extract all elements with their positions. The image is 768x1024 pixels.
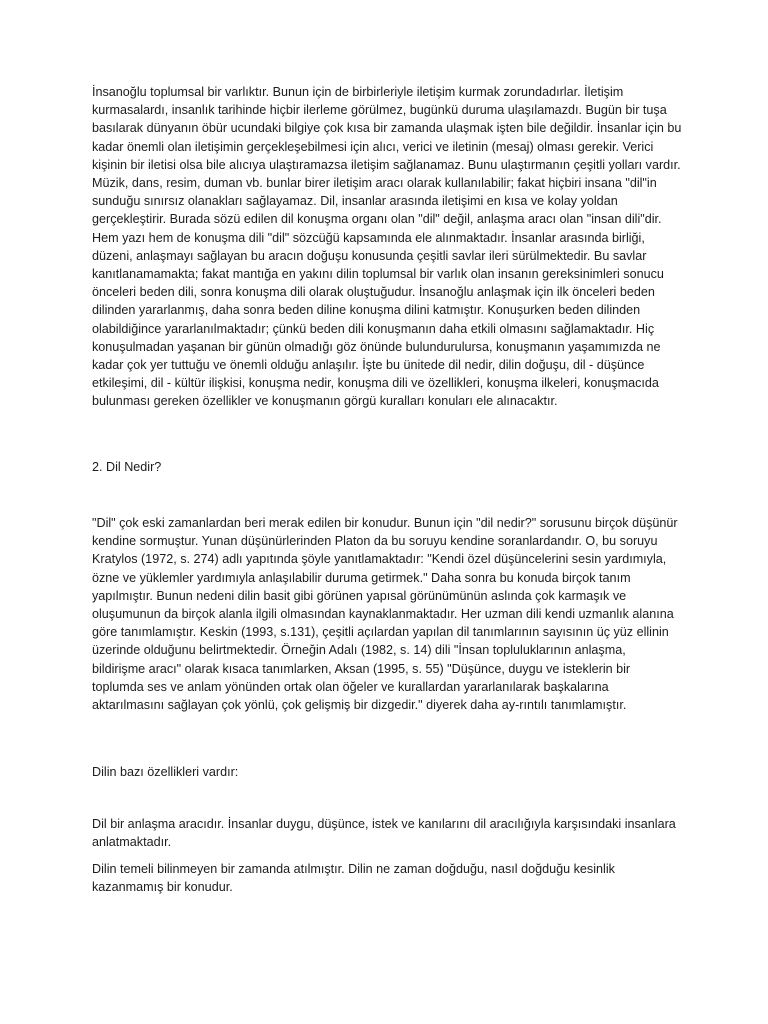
definition-paragraph: "Dil" çok eski zamanlardan beri merak edilen bir konudur. Bunun için "dil nedir?" sorusunu birçok düşünür kendine sormuştur. Yunan düşünürlerinden Platon da bu soruyu kendine soranlardandır. O, bu soruyu Kratylos (1972, s. 274) adlı yapıtında şöyle yanıtlamaktadır: "Kendi özel düşüncelerini sesin yardımıyla, özne ve yüklemler yardımıyla anlaşılabilir duruma getirmek." Daha sonra bu konuda birçok tanım yapılmıştır. Bunun nedeni dilin basit gibi görünen yapısal görünümünün aslında çok karmaşık ve oluşumunun da birçok alanla ilgili olmasından kaynaklanmaktadır. Her uzman dili kendi uzmanlık alanına göre tanımlamıştır. Keskin (1993, s.131), çeşitli açılardan yapılan dil tanımlarının sayısının üç yüz ellinin üzerinde olduğunu belirtmektedir. Örneğin Adalı (1982, s. 14) dili "İnsan topluluklarının anlaşma, bildirişme aracı" olarak kısaca tanımlarken, Aksan (1995, s. 55) "Düşünce, duygu ve isteklerin bir toplumda ses ve anlam yönünden ortak olan öğeler ve kurallardan yararlanılarak başkalarına aktarılmasını sağlayan çok yönlü, çok gelişmiş bir dizgedir." diyerek daha ay-rıntılı tanımlamıştır.	[92, 516, 678, 713]
feature-paragraph-1: Dil bir anlaşma aracıdır. İnsanlar duygu, düşünce, istek ve kanılarını dil aracılığıyla karşısındaki insanlara anlatmaktadır.	[92, 817, 676, 850]
section-heading: 2. Dil Nedir?	[92, 460, 162, 474]
intro-paragraph: İnsanoğlu toplumsal bir varlıktır. Bunun için de birbirleriyle iletişim kurmak zorundadırlar. İletişim kurmasalardı, insanlık tarihinde hiçbir ilerleme görülmez, bugünkü duruma ulaşılamazdı. Bugün bir tuşa basılarak dünyanın öbür ucundaki bilgiye çok kısa bir zamanda ulaşmak işten bile değildir. İnsanlar için bu kadar önemli olan iletişimin gerçekleşebilmesi için alıcı, verici ve iletinin (mesaj) olması gerekir. Verici kişinin bir iletisi olsa bile alıcıya ulaştıramazsa iletişim sağlanamaz. Bunu ulaştırmanın çeşitli yolları vardır. Müzik, dans, resim, duman vb. bunlar birer iletişim aracı olarak kullanılabilir; fakat hiçbiri insana "dil"in sunduğu sınırsız olanakları sağlayamaz. Dil, insanlar arasında iletişimi en kısa ve kolay yoldan gerçekleştirir. Burada sözü edilen dil konuşma organı olan "dil" değil, anlaşma aracı olan "insan dili"dir. Hem yazı hem de konuşma dili "dil" sözcüğü kapsamında ele alınmaktadır. İnsanlar arasında birliği, düzeni, anlaşmayı sağlayan bu aracın doğuşu konusunda çeşitli savlar ileri sürülmektedir. Bu savlar kanıtlanamamakta; fakat mantığa en yakını dilin toplumsal bir varlık olan insanın gereksinimleri sonucu önceleri beden dili, sonra konuşma dili olarak oluştuğudur. İnsanoğlu anlaşmak için ilk önceleri beden dilinden yararlanmış, daha sonra beden diline konuşma dilini katmıştır. Konuşurken beden dilinden olabildiğince yararlanılmaktadır; çünkü beden dili konuşmanın daha etkili olmasını sağlamaktadır. Hiç konuşulmadan yaşanan bir günün olmadığı göz önünde bulundurulursa, konuşmanın yaşamımızda ne kadar çok yer tuttuğu ve önemli olduğu anlaşılır. İşte bu ünitede dil nedir, dilin doğuşu, dil - düşünce etkileşimi, dil - kültür ilişkisi, konuşma nedir, konuşma dili ve özellikleri, konuşma ilkeleri, konuşmacıda bulunması gereken özellikler ve konuşmanın görgü kuralları konuları ele alınacaktır.	[92, 85, 682, 409]
features-intro: Dilin bazı özellikleri vardır:	[92, 765, 239, 779]
feature-paragraph-2: Dilin temeli bilinmeyen bir zamanda atılmıştır. Dilin ne zaman doğduğu, nasıl doğduğu kesinlik kazanmamış bir konudur.	[92, 862, 615, 895]
